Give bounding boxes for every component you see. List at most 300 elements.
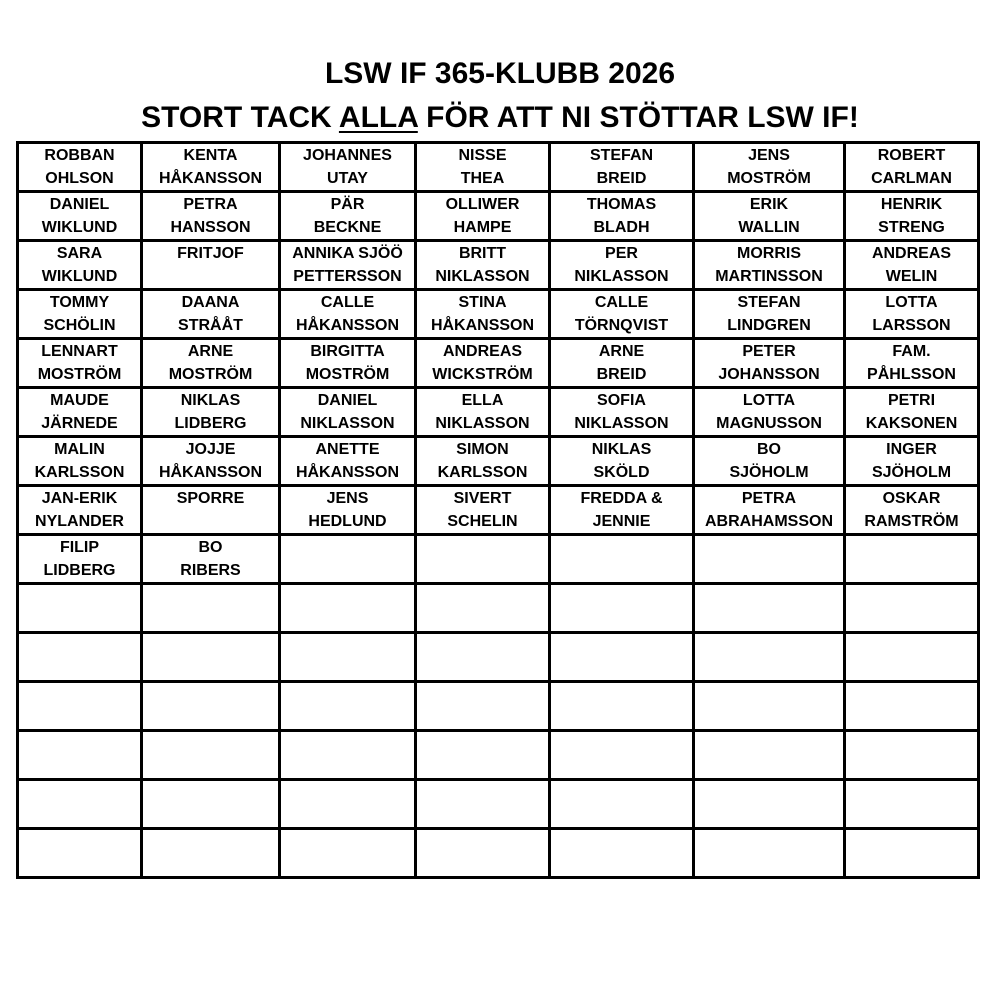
supporter-cell (694, 780, 845, 829)
table-row (18, 682, 979, 731)
supporter-first-name: FAM. (892, 343, 931, 360)
supporter-cell (845, 535, 979, 584)
supporter-first-name (695, 585, 843, 608)
supporter-last-name: JÄRNEDE (41, 415, 118, 432)
supporter-first-name: ARNE (598, 343, 645, 360)
supporter-last-name (846, 853, 977, 876)
supporter-first-name (143, 683, 278, 706)
table-row (18, 829, 979, 878)
supporter-first-name (417, 732, 548, 755)
supporter-cell (550, 731, 694, 780)
supporter-cell (694, 290, 845, 339)
supporter-cell (280, 339, 416, 388)
supporter-first-name (695, 781, 843, 804)
supporter-last-name: NIKLASSON (574, 415, 669, 432)
supporter-last-name (551, 608, 692, 631)
supporter-last-name (281, 559, 414, 582)
supporter-last-name: SJÖHOLM (871, 464, 952, 481)
supporter-last-name (19, 706, 140, 729)
supporter-cell (845, 633, 979, 682)
supporter-first-name (846, 585, 977, 608)
supporter-first-name (846, 683, 977, 706)
supporter-first-name (143, 585, 278, 608)
supporter-last-name (695, 853, 843, 876)
supporter-last-name (846, 706, 977, 729)
supporter-cell (280, 633, 416, 682)
supporter-cell (142, 241, 280, 290)
supporter-last-name (281, 608, 414, 631)
supporter-cell (845, 143, 979, 192)
supporter-last-name: KAKSONEN (865, 415, 958, 432)
supporter-last-name (143, 804, 278, 827)
supporter-cell (416, 682, 550, 731)
supporter-last-name: HEDLUND (308, 513, 387, 530)
supporter-first-name (695, 634, 843, 657)
supporter-first-name: FILIP (59, 539, 100, 556)
supporter-first-name (19, 781, 140, 804)
supporter-cell (845, 290, 979, 339)
supporter-cell (845, 192, 979, 241)
table-row (18, 290, 979, 339)
supporter-last-name: CARLMAN (871, 170, 952, 187)
supporter-cell (416, 486, 550, 535)
supporter-first-name: LOTTA (742, 392, 796, 409)
supporter-first-name (19, 732, 140, 755)
supporter-first-name: PETER (742, 343, 796, 360)
supporter-last-name (846, 755, 977, 778)
supporter-first-name (281, 585, 414, 608)
supporter-cell (416, 535, 550, 584)
supporter-cell (845, 829, 979, 878)
supporter-cell (18, 535, 142, 584)
table-row (18, 339, 979, 388)
supporter-first-name (846, 830, 977, 853)
supporter-cell (18, 780, 142, 829)
supporter-last-name: WALLIN (738, 219, 800, 236)
supporter-first-name: PÄR (330, 196, 365, 213)
supporter-last-name (417, 559, 548, 582)
supporter-cell (550, 437, 694, 486)
supporter-cell (142, 633, 280, 682)
supporter-first-name: NISSE (458, 147, 507, 164)
supporter-cell (416, 241, 550, 290)
supporter-first-name: SPORRE (176, 490, 245, 507)
supporter-first-name (143, 732, 278, 755)
supporter-first-name: THOMAS (586, 196, 657, 213)
supporter-first-name (281, 732, 414, 755)
supporter-cell (845, 682, 979, 731)
supporter-first-name: OSKAR (882, 490, 941, 507)
supporter-last-name (143, 608, 278, 631)
supporter-cell (142, 437, 280, 486)
supporter-last-name: MOSTRÖM (305, 366, 390, 383)
supporter-cell (845, 241, 979, 290)
supporter-cell (18, 682, 142, 731)
supporter-last-name: SCHELIN (447, 513, 518, 530)
supporter-table-body (18, 143, 979, 878)
supporter-last-name: WIKLUND (41, 219, 118, 236)
supporter-last-name: STRENG (878, 219, 945, 236)
table-row (18, 486, 979, 535)
supporter-first-name (143, 830, 278, 853)
supporter-last-name (695, 706, 843, 729)
supporter-last-name: BREID (596, 366, 647, 383)
supporter-last-name (19, 853, 140, 876)
supporter-cell (18, 486, 142, 535)
supporter-last-name: ABRAHAMSSON (705, 513, 833, 530)
supporter-first-name (143, 634, 278, 657)
supporter-last-name (19, 804, 140, 827)
supporter-last-name: NIKLASSON (574, 268, 669, 285)
supporter-cell (142, 192, 280, 241)
supporter-last-name (143, 265, 278, 288)
supporter-cell (416, 143, 550, 192)
page-header (0, 52, 1000, 140)
supporter-last-name: THEA (460, 170, 505, 187)
supporter-last-name: LARSSON (872, 317, 951, 334)
supporter-first-name (695, 683, 843, 706)
supporter-first-name (695, 830, 843, 853)
supporter-first-name (846, 536, 977, 559)
supporter-cell (694, 143, 845, 192)
supporter-last-name (417, 706, 548, 729)
supporter-cell (280, 192, 416, 241)
supporter-cell (18, 829, 142, 878)
supporter-last-name (281, 657, 414, 680)
supporter-first-name: DANIEL (49, 196, 110, 213)
supporter-first-name: PETRI (887, 392, 936, 409)
supporter-cell (18, 633, 142, 682)
supporter-first-name: OLLIWER (445, 196, 520, 213)
table-row (18, 143, 979, 192)
supporter-cell (416, 584, 550, 633)
supporter-first-name (551, 634, 692, 657)
supporter-first-name (417, 830, 548, 853)
supporter-last-name: NIKLASSON (435, 415, 530, 432)
supporter-cell (694, 633, 845, 682)
supporter-last-name (846, 559, 977, 582)
supporter-first-name: LENNART (41, 343, 118, 360)
supporter-last-name: UTAY (327, 170, 368, 187)
supporter-first-name: SIVERT (453, 490, 512, 507)
supporter-last-name (417, 657, 548, 680)
supporter-last-name: HÅKANSSON (430, 317, 535, 334)
supporter-first-name: KENTA (183, 147, 238, 164)
supporter-last-name: SJÖHOLM (729, 464, 809, 481)
supporter-last-name (846, 657, 977, 680)
supporter-last-name (143, 510, 278, 533)
supporter-first-name (551, 536, 692, 559)
supporter-first-name: BO (198, 539, 223, 556)
supporter-cell (280, 535, 416, 584)
supporter-first-name: CALLE (594, 294, 649, 311)
supporter-cell (694, 192, 845, 241)
supporter-last-name: LIDBERG (174, 415, 247, 432)
supporter-first-name (417, 781, 548, 804)
supporter-cell (550, 486, 694, 535)
supporter-first-name (695, 732, 843, 755)
page-subtitle (0, 96, 1000, 140)
supporter-first-name (281, 830, 414, 853)
supporter-last-name: MOSTRÖM (37, 366, 122, 383)
supporter-last-name (695, 608, 843, 631)
supporter-last-name (846, 804, 977, 827)
supporter-first-name: ANDREAS (442, 343, 523, 360)
supporter-last-name: JENNIE (592, 513, 651, 530)
subtitle-emphasis: ALLA (338, 101, 418, 134)
supporter-first-name (846, 781, 977, 804)
supporter-last-name: KARLSSON (437, 464, 528, 481)
supporter-cell (550, 584, 694, 633)
supporter-first-name: LOTTA (885, 294, 938, 311)
supporter-last-name (551, 559, 692, 582)
supporter-cell (280, 143, 416, 192)
supporter-cell (694, 535, 845, 584)
supporter-first-name (281, 781, 414, 804)
table-row (18, 584, 979, 633)
supporter-last-name (417, 853, 548, 876)
supporter-cell (845, 584, 979, 633)
supporter-last-name: PETTERSSON (293, 268, 402, 285)
supporter-cell (550, 290, 694, 339)
supporter-first-name (846, 634, 977, 657)
supporter-last-name: OHLSON (45, 170, 114, 187)
supporter-cell (845, 339, 979, 388)
supporter-last-name: MOSTRÖM (168, 366, 253, 383)
supporter-cell (845, 437, 979, 486)
supporter-first-name: BIRGITTA (310, 343, 385, 360)
supporter-cell (18, 192, 142, 241)
supporter-first-name: ERIK (749, 196, 789, 213)
supporter-last-name: HÅKANSSON (295, 464, 400, 481)
supporter-last-name: SCHÖLIN (43, 317, 116, 334)
supporter-cell (416, 388, 550, 437)
supporter-cell (280, 682, 416, 731)
supporter-last-name (846, 608, 977, 631)
supporter-last-name: BLADH (593, 219, 650, 236)
supporter-first-name (551, 585, 692, 608)
supporter-cell (550, 192, 694, 241)
supporter-first-name: JENS (748, 147, 790, 164)
subtitle-text-before: STORT TACK (141, 101, 339, 134)
supporter-cell (18, 241, 142, 290)
supporter-last-name (551, 755, 692, 778)
supporter-cell (142, 486, 280, 535)
supporter-last-name (143, 657, 278, 680)
supporter-last-name: MARTINSSON (715, 268, 823, 285)
supporter-cell (550, 143, 694, 192)
supporter-last-name: NIKLASSON (300, 415, 395, 432)
supporter-first-name: MAUDE (50, 392, 109, 409)
supporter-last-name: MAGNUSSON (716, 415, 822, 432)
supporter-last-name: HÅKANSSON (295, 317, 400, 334)
supporter-cell (142, 143, 280, 192)
supporter-cell (416, 290, 550, 339)
supporter-cell (142, 682, 280, 731)
supporter-first-name (551, 732, 692, 755)
supporter-first-name: ROBBAN (44, 147, 115, 164)
supporter-cell (550, 339, 694, 388)
supporter-cell (550, 780, 694, 829)
supporter-first-name: ARNE (187, 343, 234, 360)
supporter-last-name: HANSSON (170, 219, 251, 236)
supporter-cell (416, 731, 550, 780)
supporter-cell (416, 437, 550, 486)
supporter-first-name: JOJJE (185, 441, 236, 458)
supporter-first-name: INGER (886, 441, 937, 458)
supporter-first-name: HENRIK (880, 196, 943, 213)
supporter-last-name: BECKNE (313, 219, 382, 236)
supporter-cell (694, 682, 845, 731)
supporter-last-name (551, 804, 692, 827)
table-row (18, 388, 979, 437)
supporter-cell (280, 829, 416, 878)
supporter-first-name: NIKLAS (591, 441, 652, 458)
supporter-last-name (551, 657, 692, 680)
supporter-cell (280, 584, 416, 633)
supporter-last-name (143, 755, 278, 778)
supporter-last-name: WIKLUND (41, 268, 118, 285)
supporter-cell (18, 584, 142, 633)
supporter-last-name (695, 559, 843, 582)
supporter-cell (142, 780, 280, 829)
supporter-cell (550, 241, 694, 290)
supporter-last-name: HAMPE (453, 219, 512, 236)
supporter-cell (142, 535, 280, 584)
supporter-cell (142, 829, 280, 878)
supporter-cell (694, 829, 845, 878)
supporter-first-name: JOHANNES (303, 147, 392, 164)
supporter-cell (694, 241, 845, 290)
supporter-cell (18, 143, 142, 192)
supporter-cell (142, 584, 280, 633)
supporter-first-name: JAN-ERIK (41, 490, 118, 507)
supporter-first-name: ANNIKA SJÖÖ (292, 245, 403, 262)
supporter-last-name: BREID (596, 170, 647, 187)
supporter-first-name (19, 634, 140, 657)
supporter-cell (280, 437, 416, 486)
supporter-first-name: CALLE (320, 294, 375, 311)
supporter-last-name (281, 853, 414, 876)
supporter-last-name: NYLANDER (35, 513, 124, 530)
supporter-last-name: NIKLASSON (435, 268, 530, 285)
supporter-first-name (281, 536, 414, 559)
supporter-last-name (417, 755, 548, 778)
table-row (18, 241, 979, 290)
supporter-cell (416, 339, 550, 388)
supporter-cell (416, 633, 550, 682)
supporter-first-name: DAANA (181, 294, 240, 311)
supporter-last-name (695, 755, 843, 778)
supporter-cell (694, 486, 845, 535)
supporter-first-name (19, 830, 140, 853)
supporter-first-name (281, 683, 414, 706)
supporter-cell (550, 633, 694, 682)
supporter-first-name (551, 781, 692, 804)
supporter-first-name: FREDDA & (580, 490, 663, 507)
supporter-cell (694, 339, 845, 388)
supporter-cell (694, 437, 845, 486)
supporter-last-name (417, 608, 548, 631)
supporter-first-name (19, 585, 140, 608)
supporter-first-name (551, 683, 692, 706)
supporter-cell (845, 780, 979, 829)
supporter-first-name (417, 634, 548, 657)
supporter-first-name: SOFIA (597, 392, 646, 409)
supporter-last-name: RAMSTRÖM (864, 513, 959, 530)
supporter-cell (694, 731, 845, 780)
supporter-first-name: ANETTE (315, 441, 380, 458)
supporter-cell (280, 486, 416, 535)
supporter-cell (18, 731, 142, 780)
supporter-first-name: STEFAN (589, 147, 654, 164)
supporter-first-name: DANIEL (317, 392, 378, 409)
supporter-last-name: JOHANSSON (718, 366, 820, 383)
supporter-first-name: BO (757, 441, 781, 458)
supporter-cell (280, 290, 416, 339)
supporter-cell (550, 682, 694, 731)
supporter-last-name (551, 853, 692, 876)
table-row (18, 437, 979, 486)
supporter-first-name (19, 683, 140, 706)
supporter-first-name (846, 732, 977, 755)
supporter-last-name: MOSTRÖM (727, 170, 811, 187)
supporter-cell (142, 388, 280, 437)
supporter-cell (550, 535, 694, 584)
subtitle-text-after: FÖR ATT NI STÖTTAR LSW IF! (417, 101, 859, 134)
supporter-cell (550, 829, 694, 878)
supporter-first-name: ROBERT (877, 147, 946, 164)
supporter-cell (416, 192, 550, 241)
supporter-cell (694, 388, 845, 437)
supporter-first-name: ANDREAS (871, 245, 952, 262)
table-row (18, 192, 979, 241)
supporter-first-name: PER (605, 245, 638, 262)
supporter-first-name (417, 536, 548, 559)
supporter-cell (694, 584, 845, 633)
supporter-cell (416, 829, 550, 878)
supporter-last-name (19, 755, 140, 778)
supporter-first-name: STEFAN (737, 294, 801, 311)
supporter-cell (18, 290, 142, 339)
supporter-first-name: PETRA (741, 490, 797, 507)
supporter-first-name: STINA (458, 294, 507, 311)
supporter-last-name: WICKSTRÖM (432, 366, 533, 383)
table-row (18, 535, 979, 584)
supporter-cell (550, 388, 694, 437)
table-row (18, 780, 979, 829)
supporter-last-name (417, 804, 548, 827)
supporter-last-name: RIBERS (180, 562, 241, 579)
supporter-cell (416, 780, 550, 829)
supporter-first-name (551, 830, 692, 853)
supporter-first-name: TOMMY (49, 294, 110, 311)
supporter-first-name: PETRA (183, 196, 238, 213)
supporter-cell (280, 388, 416, 437)
supporter-cell (142, 339, 280, 388)
supporter-last-name: KARLSSON (34, 464, 125, 481)
supporter-last-name (551, 706, 692, 729)
supporter-cell (142, 290, 280, 339)
supporter-first-name (281, 634, 414, 657)
page-title: LSW IF 365-KLUBB 2026 (324, 57, 676, 90)
supporter-first-name: FRITJOF (177, 245, 244, 262)
table-row (18, 731, 979, 780)
supporter-last-name: SKÖLD (593, 464, 650, 481)
supporter-first-name: ELLA (461, 392, 504, 409)
supporter-last-name: STRÅÅT (178, 317, 243, 334)
supporter-first-name: NIKLAS (180, 392, 241, 409)
